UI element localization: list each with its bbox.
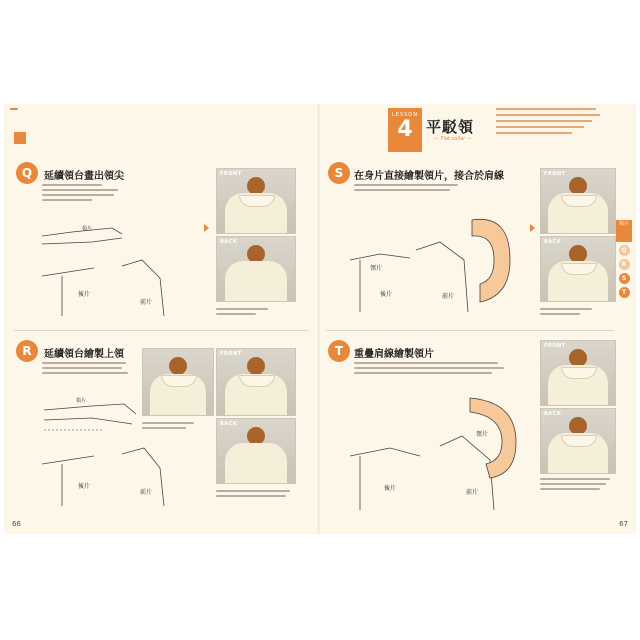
section-divider-left (14, 330, 308, 331)
diagram-t-front-neck (440, 436, 494, 510)
photo-s-front-label: FRONT (544, 171, 566, 177)
lesson-subtitle: — Flat collar — (434, 136, 472, 142)
photo-s-back-label: BACK (544, 239, 562, 245)
section-title-s: 在身片直接繪製領片，接合於肩線 (354, 171, 504, 182)
lesson-title: 平駁領 (426, 118, 475, 136)
section-q-text (42, 184, 122, 202)
diagram-q-front-label: 前片 (140, 299, 153, 306)
chapter-heading (14, 132, 29, 146)
side-tab-q[interactable]: Q (619, 245, 630, 256)
photo-r-detail (142, 348, 214, 416)
book-spread (4, 104, 636, 534)
diagram-t-back-neck (350, 448, 420, 456)
section-side-tab (616, 220, 632, 330)
section-r-note (216, 490, 296, 508)
book-tag (10, 108, 18, 110)
section-badge-q: Q (16, 162, 38, 184)
photo-q-back-neck (247, 245, 265, 263)
photo-r-caption (142, 422, 208, 440)
photo-s-back-neck (569, 245, 587, 263)
section-title-q: 延續領台畫出領尖 (44, 171, 124, 182)
diagram-s-collar-piece (472, 219, 510, 302)
photo-t-back (540, 408, 616, 474)
diagram-r-back-label: 後片 (78, 483, 91, 490)
photo-t-front (540, 340, 616, 406)
photo-r-detail-neck (169, 357, 187, 375)
diagram-t (340, 386, 530, 510)
diagram-q-back-label: 後片 (78, 291, 91, 298)
diagram-s (340, 200, 520, 316)
lesson-label: LESSON (392, 112, 418, 118)
photo-s-caption (540, 308, 600, 326)
photo-r-back (216, 418, 296, 484)
section-divider-right (326, 330, 614, 331)
section-badge-r: R (16, 340, 38, 362)
section-r-text (42, 362, 132, 380)
section-title-r: 延續領台繪製上領 (44, 349, 124, 360)
diagram-s-front-label: 前片 (442, 293, 455, 300)
right-page (320, 104, 636, 534)
photo-r-front (216, 348, 296, 416)
chapter-number (14, 132, 26, 144)
diagram-t-front-label: 前片 (466, 489, 479, 496)
photo-r-back-label: BACK (220, 421, 238, 427)
photo-q-back-shirt (225, 261, 287, 301)
diagram-r-back-neck (42, 456, 94, 464)
photo-t-front-neck (569, 349, 587, 367)
diagram-s-front-neck (416, 242, 468, 312)
lesson-box (388, 108, 422, 152)
lesson-intro (496, 108, 606, 154)
section-badge-t: T (328, 340, 350, 362)
section-badge-s: S (328, 162, 350, 184)
side-tab-t[interactable]: T (619, 287, 630, 298)
photo-t-back-neck (569, 417, 587, 435)
diagram-r-front-label: 前片 (140, 489, 153, 496)
photo-r-back-shirt (225, 443, 287, 483)
diagram-t-collar-piece (470, 398, 516, 478)
diagram-s-back-label: 後片 (380, 291, 393, 298)
diagram-t-collar-label: 領片 (476, 431, 489, 438)
side-tab-head: 領片 (616, 220, 632, 242)
diagram-r-front-neck (122, 448, 164, 506)
diagram-q-stand-line (42, 238, 122, 244)
photo-q-back-label: BACK (220, 239, 238, 245)
lesson-number: 4 (397, 117, 413, 142)
side-tab-s[interactable]: S (619, 273, 630, 284)
diagram-q-back-neck (42, 268, 94, 276)
section-title-t: 重疊肩線繪製領片 (354, 349, 434, 360)
photo-q-caption (216, 308, 276, 326)
photo-t-front-label: FRONT (544, 343, 566, 349)
diagram-q-collar-label: 領片 (82, 226, 93, 232)
photo-t-back-label: BACK (544, 411, 562, 417)
section-t-text (354, 362, 504, 380)
page-number-left: 66 (12, 520, 21, 528)
photo-q-front-label: FRONT (220, 171, 242, 177)
side-tab-r[interactable]: R (619, 259, 630, 270)
photo-q-front (216, 168, 296, 234)
diagram-s-collar-label: 領片 (370, 265, 383, 272)
photo-t-caption (540, 478, 614, 496)
photo-r-front-label: FRONT (220, 351, 242, 357)
diagram-q-front-neck (122, 260, 164, 316)
diagram-r-collar-outer (44, 404, 136, 414)
diagram-t-back-label: 後片 (384, 485, 397, 492)
photo-r-back-neck (247, 427, 265, 445)
photo-s-back (540, 236, 616, 302)
photo-s-front (540, 168, 616, 234)
arrow-s (530, 224, 535, 232)
page-number-right: 67 (619, 520, 628, 528)
photo-q-front-neck (247, 177, 265, 195)
photo-s-front-neck (569, 177, 587, 195)
diagram-q (32, 216, 192, 316)
photo-q-back (216, 236, 296, 302)
left-page (4, 104, 320, 534)
photo-r-front-neck (247, 357, 265, 375)
diagram-r-collar-inner (44, 418, 132, 424)
diagram-r-collar-label: 領片 (76, 398, 87, 404)
diagram-s-back-neck (350, 254, 410, 260)
arrow-q (204, 224, 209, 232)
